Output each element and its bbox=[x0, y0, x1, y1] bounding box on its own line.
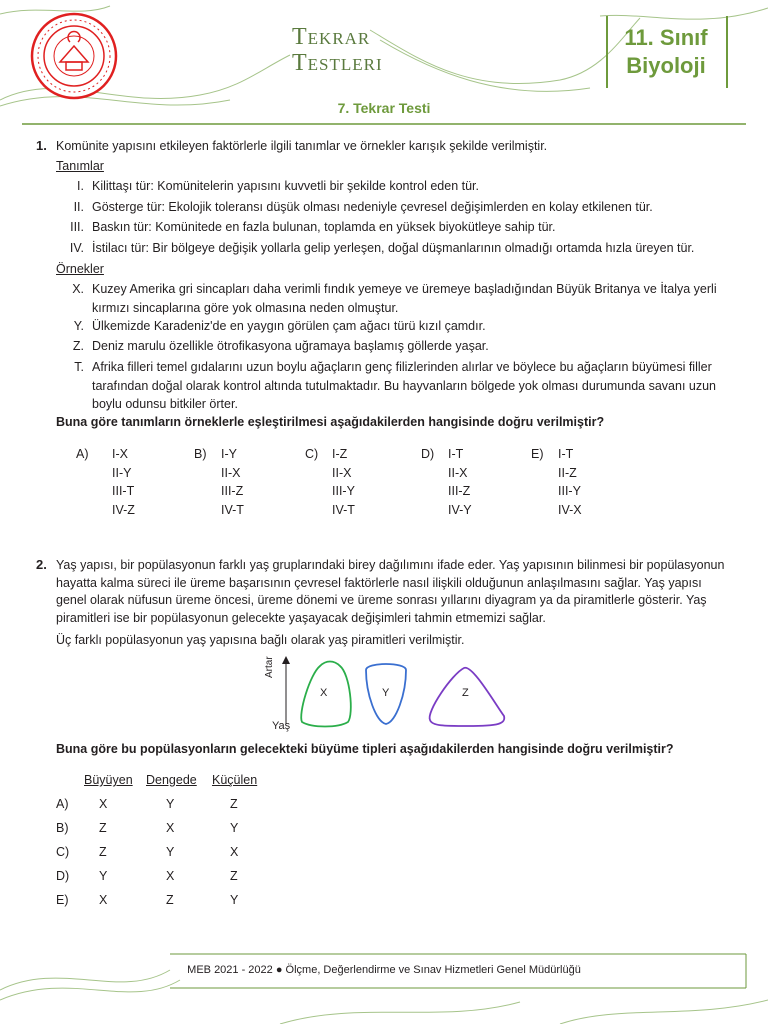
q1-question: Buna göre tanımların örneklerle eşleştirilmesi aşağıdakilerden hangisinde doğru verilmiştir? bbox=[56, 415, 605, 429]
q2-option-value: X bbox=[99, 893, 108, 907]
q2-col-shrinking: Küçülen bbox=[212, 773, 258, 787]
q1-option-pair: IV-T bbox=[332, 502, 355, 517]
q2-option-label: B) bbox=[56, 821, 69, 835]
axis-arrow-icon bbox=[282, 656, 290, 664]
q1-examples-heading: Örnekler bbox=[56, 262, 104, 276]
q2-option-value: Y bbox=[166, 797, 175, 811]
q2-option-value: Y bbox=[99, 869, 108, 883]
example-letter: X. bbox=[72, 282, 84, 296]
q1-option-pair: II-Y bbox=[112, 465, 132, 480]
example-line2: kırmızı sincaplarına göre yok olmasına neden olmuştur. bbox=[92, 300, 399, 315]
q2-question: Buna göre bu popülasyonların gelecekteki büyüme tipleri aşağıdakilerden hangisinde doğru verilmiştir? bbox=[56, 742, 674, 756]
q2-paragraph-line: piramitleri ise bir popülasyonun gelecekte yaşayacak değişimleri tahmin etmemizi sağlar. bbox=[56, 610, 546, 625]
q2-col-growing: Büyüyen bbox=[84, 773, 133, 787]
definition-number: III. bbox=[70, 220, 84, 234]
definition-number: II. bbox=[73, 199, 84, 214]
q1-option-pair: II-Z bbox=[558, 465, 577, 480]
q1-definitions-heading: Tanımlar bbox=[56, 159, 104, 173]
q2-option-value: Y bbox=[230, 893, 239, 907]
q2-paragraph-line: genel olarak nüfusun üreme öncesi, üreme dönemi ve üreme sonrası yıllarını diyagram ya da piramitlerle gösterir. Yaş bbox=[56, 593, 707, 607]
definition-number: I. bbox=[77, 179, 84, 193]
q2-option-value: Y bbox=[166, 845, 175, 859]
q1-number: 1. bbox=[36, 138, 47, 153]
definition-text: Baskın tür: Komünitede en fazla bulunan, toplamda en yüksek biyokütleye sahip tür. bbox=[92, 220, 556, 234]
subject-label: Biyoloji bbox=[626, 53, 706, 78]
example-line1: Deniz marulu özellikle ötrofikasyona uğramaya başlamış göllerde yaşar. bbox=[92, 339, 489, 353]
definition-text: Gösterge tür: Ekolojik toleransı düşük olması nedeniyle çevresel değişimlerden en kolay etkilenen tür. bbox=[92, 199, 653, 214]
example-line1: Ülkemizde Karadeniz'de en yaygın görülen çam ağacı türü kızıl çamdır. bbox=[92, 319, 486, 333]
q1-option-label: A) bbox=[76, 447, 89, 461]
age-pyramid-figure bbox=[268, 654, 518, 736]
q2-option-label: C) bbox=[56, 845, 70, 859]
q2-option-value: Z bbox=[166, 893, 174, 907]
axis-y-label: Artar bbox=[264, 656, 275, 678]
footer-text: MEB 2021 - 2022 ● Ölçme, Değerlendirme ve Sınav Hizmetleri Genel Müdürlüğü bbox=[187, 964, 581, 976]
q2-option-value: Z bbox=[99, 821, 107, 835]
example-line1: Kuzey Amerika gri sincapları daha verimli fındık yemeye ve üremeye başladığından Büyük Britanya ve İtalya yerli bbox=[92, 282, 717, 296]
q2-paragraph-line: hayatta kalma süreci ile üreme başarısının çevresel faktörlerle nasıl ilişkili olduğunun anlaşılmasını sağlar. Yaş yapısı bbox=[56, 575, 702, 590]
definition-text: Kilittaşı tür: Komünitelerin yapısını kuvvetli bir şekilde kontrol eden tür. bbox=[92, 179, 479, 193]
q2-intro: Üç farklı popülasyonun yaş yapısına bağlı olarak yaş piramitleri verilmiştir. bbox=[56, 633, 465, 647]
pyramid-x-label: X bbox=[320, 687, 328, 699]
example-letter: Y. bbox=[73, 319, 84, 333]
definition-text: İstilacı tür: Bir bölgeye değişik yollarla gelip yerleşen, doğal düşmanlarının olmadığı ortamda hızla üreyen tür. bbox=[92, 240, 695, 255]
q1-option-pair: IV-X bbox=[558, 502, 582, 517]
q2-option-value: X bbox=[230, 845, 239, 859]
grade-label: 11. Sınıf bbox=[624, 25, 708, 50]
q1-option-pair: I-Y bbox=[221, 447, 237, 461]
q1-option-pair: I-T bbox=[558, 447, 574, 461]
q2-option-label: E) bbox=[56, 893, 69, 907]
q1-option-pair: I-T bbox=[448, 447, 464, 461]
brand-title bbox=[292, 24, 383, 76]
example-letter: Z. bbox=[72, 339, 84, 353]
q1-option-pair: IV-T bbox=[221, 502, 244, 517]
ministry-logo bbox=[30, 12, 118, 100]
grade-subject bbox=[606, 24, 726, 80]
q1-option-pair: III-Z bbox=[221, 484, 244, 498]
example-line1: Afrika filleri temel gıdalarını uzun boylu ağaçların genç filizlerinden alırlar ve böylece bu ağaçların büyümesi filler bbox=[92, 360, 712, 374]
brand-line2: Testleri bbox=[292, 50, 383, 76]
pyramid-y-label: Y bbox=[382, 687, 390, 699]
example-line3: boylu odunsu bitkiler örter. bbox=[92, 397, 238, 411]
q1-option-pair: III-T bbox=[112, 484, 135, 498]
pyramid-z-label: Z bbox=[462, 687, 469, 699]
q2-col-stable: Dengede bbox=[146, 773, 197, 787]
q2-paragraph-line: Yaş yapısı, bir popülasyonun farklı yaş gruplarındaki birey dağılımını ifade eder. Yaş yapısının bilinmesi bir popülasyonun bbox=[56, 558, 725, 572]
q2-option-value: X bbox=[166, 821, 175, 835]
q2-option-value: Z bbox=[230, 797, 238, 811]
q1-option-pair: II-X bbox=[448, 465, 468, 480]
q2-option-value: Z bbox=[230, 869, 238, 883]
q2-option-value: X bbox=[166, 869, 175, 883]
q1-option-pair: III-Y bbox=[332, 484, 355, 498]
q2-number: 2. bbox=[36, 557, 47, 572]
q1-option-pair: I-Z bbox=[332, 447, 348, 461]
q1-stem: Komünite yapısını etkileyen faktörlerle ilgili tanımlar ve örnekler karışık şekilde verilmiştir. bbox=[56, 139, 548, 153]
q2-option-label: D) bbox=[56, 869, 70, 883]
brand-line1: Tekrar bbox=[292, 24, 371, 50]
q2-option-label: A) bbox=[56, 797, 69, 811]
footer-decoration bbox=[0, 930, 768, 1024]
q1-option-label: E) bbox=[531, 447, 544, 461]
axis-x-label: Yaş bbox=[272, 720, 291, 732]
q2-option-value: X bbox=[99, 797, 108, 811]
q1-option-label: B) bbox=[194, 447, 207, 461]
q1-option-pair: II-X bbox=[332, 465, 352, 480]
q1-option-pair: I-X bbox=[112, 447, 128, 461]
q1-option-pair: III-Z bbox=[448, 484, 471, 498]
definition-number: IV. bbox=[69, 240, 84, 255]
q1-option-pair: IV-Y bbox=[448, 502, 472, 517]
q2-option-value: Y bbox=[230, 821, 239, 835]
q1-option-pair: IV-Z bbox=[112, 502, 135, 517]
example-letter: T. bbox=[74, 360, 84, 374]
example-line2: tarafından doğal olarak kontrol altında tutulmaktadır. Bu hayvanların bölgede yok olması durumunda savanı uzun bbox=[92, 378, 716, 393]
q1-option-pair: III-Y bbox=[558, 484, 581, 498]
q1-option-pair: II-X bbox=[221, 465, 241, 480]
q2-option-value: Z bbox=[99, 845, 107, 859]
test-title: 7. Tekrar Testi bbox=[337, 100, 431, 116]
q1-option-label: D) bbox=[421, 447, 435, 461]
q1-option-label: C) bbox=[305, 447, 319, 461]
